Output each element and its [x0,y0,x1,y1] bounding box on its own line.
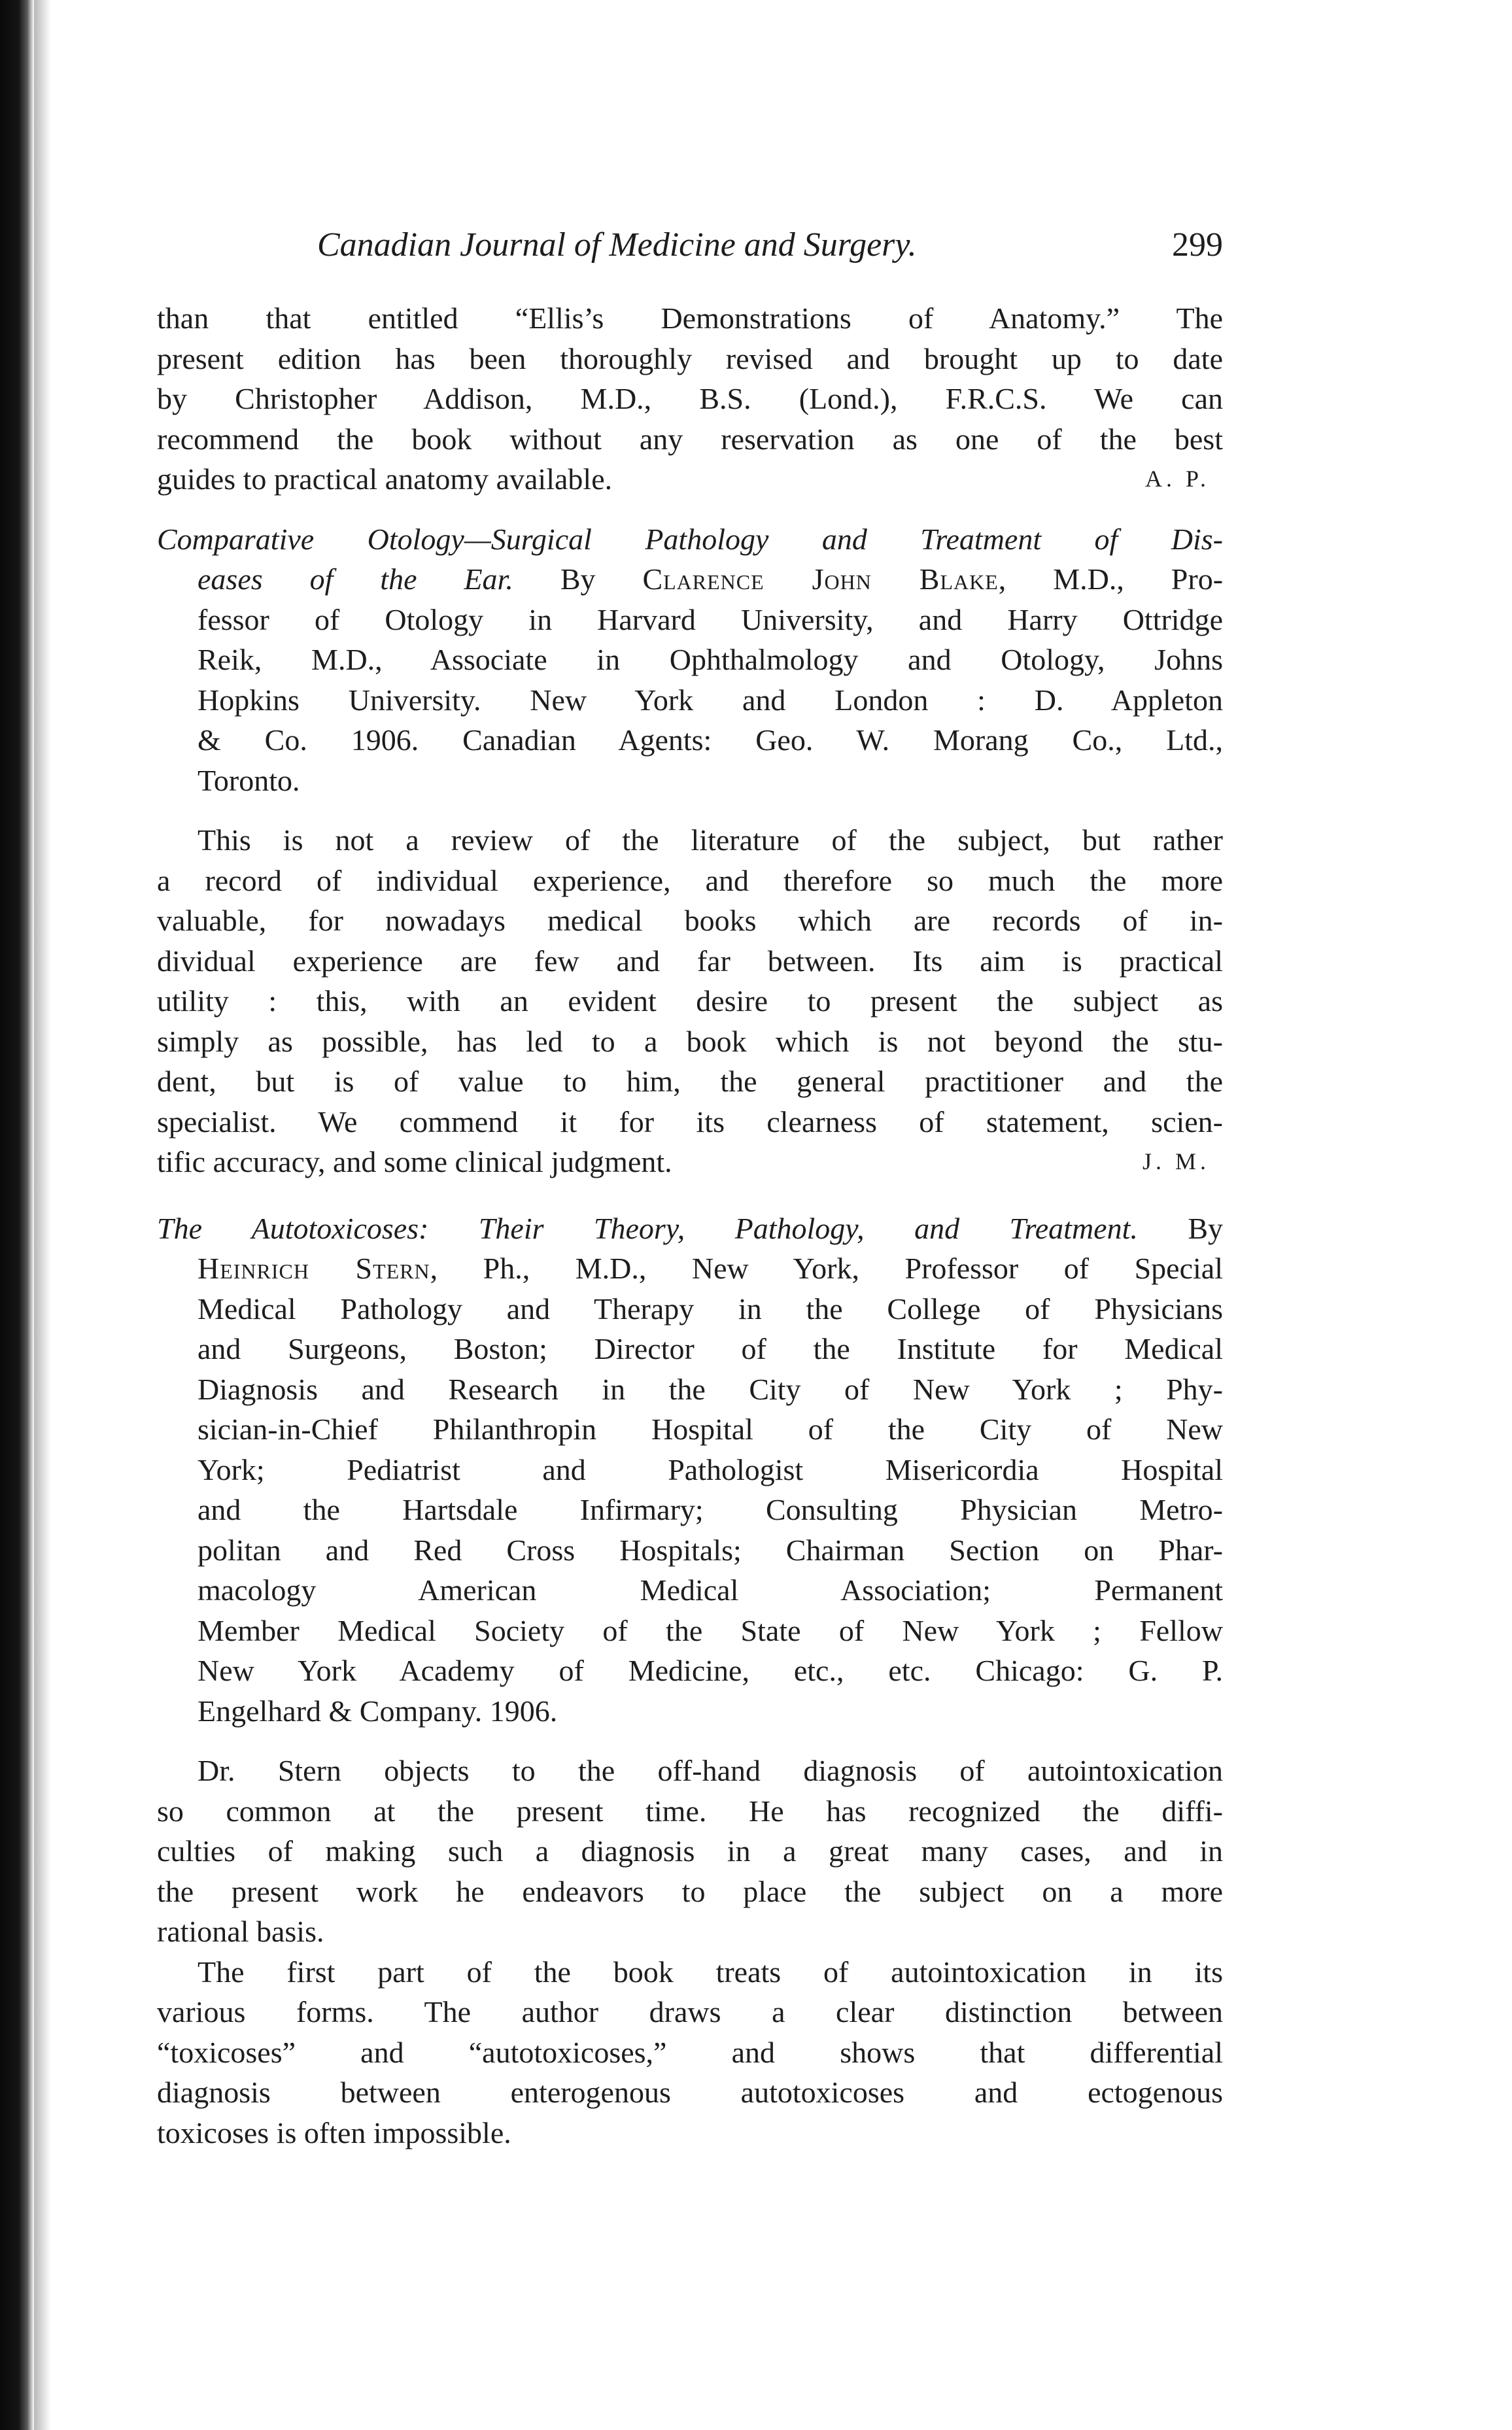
text-line: the present work he endeavors to place the subject on a more [157,1874,1223,1908]
book-title-line [157,519,1223,560]
text-line: This is not a review of the literature of the subject, but rather [198,823,1223,857]
text-line: Dr. Stern objects to the off-hand diagnosis of autointoxication [198,1754,1223,1787]
citation-line: and Surgeons, Boston; Director of the Institute for Medical [198,1332,1223,1365]
text-line-content: guides to practical anatomy available. [157,462,613,496]
text-line: diagnosis between enterogenous autotoxicoses and ectogenous [157,2076,1223,2109]
citation-line: Engelhard & Company. 1906. [198,1694,558,1728]
reviewer-signature: A. P. [1144,466,1210,492]
citation-line: politan and Red Cross Hospitals; Chairman Section on Phar- [198,1533,1223,1567]
citation-line: Member Medical Society of the State of New York ; Fellow [198,1613,1223,1647]
citation-line: New York Academy of Medicine, etc., etc. Chicago: G. P. [198,1654,1223,1687]
book-title: The Autotoxicoses: Their Theory, Pathology, and Treatment. [157,1211,1138,1245]
text-line: so common at the present time. He has recognized the diffi- [157,1794,1223,1828]
text-line: culties of making such a diagnosis in a great many cases, and in [157,1834,1223,1868]
citation-line: sician-in-Chief Philanthropin Hospital of the City of New [198,1412,1223,1446]
text-line: toxicoses is often impossible. [157,2115,511,2149]
citation-line [157,1248,1223,1289]
reviewer-signature: J. M. [1142,1148,1210,1174]
citation-line: Diagnosis and Research in the City of New York ; Phy- [198,1372,1223,1406]
citation-line: York; Pediatrist and Pathologist Misericordia Hospital [198,1452,1223,1486]
text-line: utility : this, with an evident desire to present the subject as [157,984,1223,1018]
page-header [157,222,1223,281]
text-line: dividual experience are few and far between. Its aim is practical [157,944,1223,978]
text-line: The first part of the book treats of autointoxication in its [198,1955,1223,1989]
author-name: Heinrich Stern [198,1252,430,1285]
text-line-content: tific accuracy, and some clinical judgment. [157,1145,672,1178]
citation-line: & Co. 1906. Canadian Agents: Geo. W. Morang Co., Ltd., [198,723,1223,757]
text-line: by Christopher Addison, M.D., B.S. (Lond.), F.R.C.S. We can [157,382,1223,415]
citation-text: , M.D., Pro- [998,562,1224,596]
text-line-last [157,459,1223,500]
book-title: Comparative Otology—Surgical Pathology and Treatment of Dis- [157,522,1223,556]
text-line: dent, but is of value to him, the general practitioner and the [157,1065,1223,1098]
citation-text: , Ph., M.D., New York, Professor of Special [430,1252,1223,1285]
review-autotoxicoses [157,1208,1223,2153]
journal-page [157,222,1223,2153]
by-word: By [1188,1211,1224,1245]
text-line: “toxicoses” and “autotoxicoses,” and shows that differential [157,2035,1223,2069]
book-title-line [157,1208,1223,1249]
citation-line: Toronto. [198,763,300,797]
text-line: simply as possible, has led to a book which is not beyond the stu- [157,1024,1223,1058]
text-line: various forms. The author draws a clear distinction between [157,1995,1223,2028]
citation-line: fessor of Otology in Harvard University, and Harry Ottridge [198,602,1223,636]
text-line: valuable, for nowadays medical books which are records of in- [157,904,1223,937]
book-title-end: eases of the Ear. [198,562,513,596]
text-line: rational basis. [157,1915,324,1948]
text-line: present edition has been thoroughly revised and brought up to date [157,341,1223,375]
citation-line: Reik, M.D., Associate in Ophthalmology and Otology, Johns [198,643,1223,676]
text-line: specialist. We commend it for its clearness of statement, scien- [157,1104,1223,1138]
running-title: Canadian Journal of Medicine and Surgery. [317,226,917,264]
author-name: Clarence John Blake [642,562,999,596]
scan-binding-edge [0,0,34,2430]
review-anatomy-tail [157,298,1223,500]
citation-line: Hopkins University. New York and London : D. Appleton [198,683,1223,717]
text-line: recommend the book without any reservation as one of the best [157,422,1223,456]
text-line-last [157,1142,1223,1182]
page-number: 299 [1172,226,1223,264]
citation-line: Medical Pathology and Therapy in the College of Physicians [198,1292,1223,1326]
scan-binding-shadow [34,0,51,2430]
citation-line [157,559,1223,600]
citation-line: macology American Medical Association; Permanent [198,1573,1223,1607]
citation-line: and the Hartsdale Infirmary; Consulting Physician Metro- [198,1493,1223,1526]
by-word: By [560,562,596,596]
text-line: a record of individual experience, and therefore so much the more [157,863,1223,897]
review-comparative-otology [157,519,1223,1182]
text-line: than that entitled “Ellis’s Demonstrations of Anatomy.” The [157,301,1223,335]
